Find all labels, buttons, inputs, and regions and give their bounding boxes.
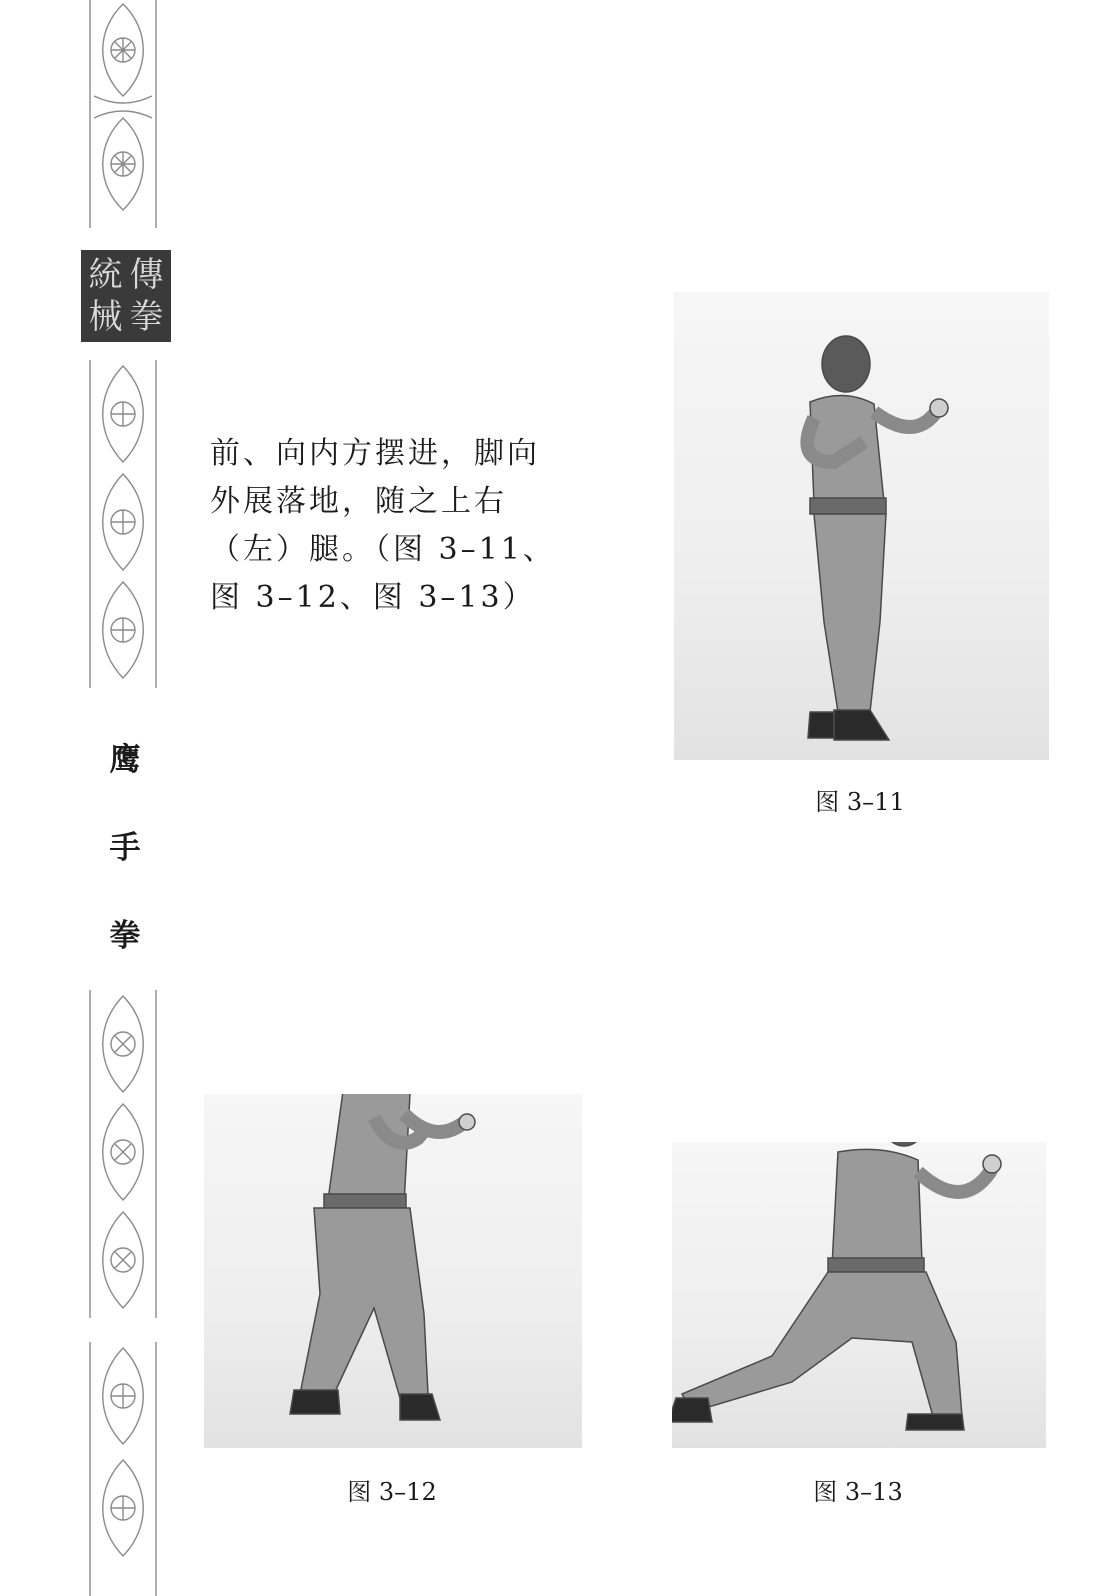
seal-char: 統 [88, 255, 123, 295]
figure-caption-3-11: 图 3–11 [815, 788, 905, 816]
ornament-panel-middle [86, 360, 160, 688]
figure-photo-3-13 [672, 1142, 1046, 1448]
decorative-sidebar [0, 0, 175, 1596]
figure-caption-3-13: 图 3–13 [813, 1478, 903, 1506]
seal-stamp [81, 250, 171, 342]
martial-artist-bow-stance-photo [672, 1142, 1046, 1448]
ornament-panel-bottom [86, 1342, 160, 1596]
seal-char: 拳 [129, 297, 164, 337]
title-char: 鹰 [109, 742, 141, 778]
martial-artist-stepping-photo [204, 1094, 582, 1448]
text-line: （左）腿。（图 3–11、 [210, 532, 556, 567]
text-line: 图 3–12、图 3–13） [210, 580, 536, 615]
seal-char: 械 [88, 297, 123, 337]
seal-char: 傳 [129, 255, 164, 295]
title-char: 拳 [109, 918, 141, 954]
text-line: 外展落地，随之上右 [210, 484, 507, 519]
figure-photo-3-11 [674, 292, 1049, 760]
figure-caption-3-12: 图 3–12 [347, 1478, 437, 1506]
ornament-panel-lower [86, 990, 160, 1318]
title-char: 手 [109, 830, 141, 866]
ornament-panel-top [86, 0, 160, 228]
vertical-book-title [108, 736, 142, 1000]
text-line: 前、向内方摆进，脚向 [210, 436, 540, 471]
body-paragraph [210, 430, 555, 622]
martial-artist-stance-photo [674, 292, 1049, 760]
figure-photo-3-12 [204, 1094, 582, 1448]
